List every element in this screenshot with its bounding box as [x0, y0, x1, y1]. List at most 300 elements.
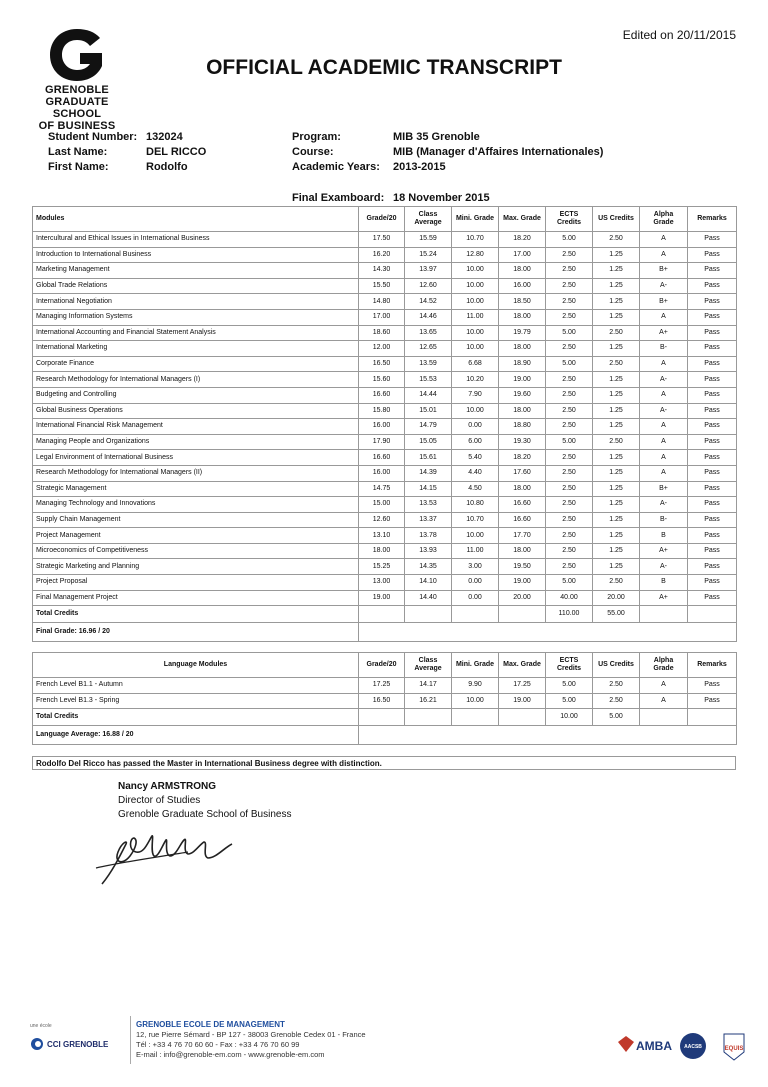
modules-cell: A+: [640, 543, 688, 559]
modules-cell: 1.25: [593, 341, 640, 357]
modules-header-row: [33, 207, 737, 232]
modules-cell: 14.52: [405, 294, 452, 310]
modules-cell: 2.50: [593, 356, 640, 372]
language-cell: 10.00: [452, 693, 499, 709]
modules-cell: 20.00: [499, 590, 546, 606]
modules-cell: 14.35: [405, 559, 452, 575]
last-name: DEL RICCO: [146, 146, 207, 158]
signatory-role: Director of Studies: [118, 795, 201, 806]
final-grade: Final Grade: 16.96 / 20: [33, 623, 359, 642]
modules-cell: Pass: [688, 325, 737, 341]
modules-cell: A-: [640, 497, 688, 513]
modules-cell: 14.40: [405, 590, 452, 606]
modules-cell: 1.25: [593, 294, 640, 310]
modules-cell: 18.00: [499, 309, 546, 325]
modules-cell: Pass: [688, 232, 737, 248]
modules-cell: Pass: [688, 309, 737, 325]
language-header-cell: Language Modules: [33, 653, 359, 678]
logo-line-1: GRENOBLE: [45, 84, 109, 96]
modules-cell: 17.70: [499, 528, 546, 544]
modules-cell: 13.53: [405, 497, 452, 513]
modules-cell: 2.50: [546, 419, 593, 435]
final-examboard-label: Final Examboard:: [292, 192, 385, 204]
modules-cell: 16.20: [359, 247, 405, 263]
footer-address: 12, rue Pierre Sémard - BP 127 - 38003 Grenoble Cedex 01 - France: [136, 1030, 366, 1039]
language-total-row: [33, 709, 737, 726]
language-cell: French Level B1.1 - Autumn: [33, 678, 359, 694]
modules-cell: B+: [640, 294, 688, 310]
modules-cell: B+: [640, 481, 688, 497]
modules-header-cell: Class Average: [405, 207, 452, 232]
modules-row: [33, 528, 737, 544]
modules-cell: International Negotiation: [33, 294, 359, 310]
modules-cell: Pass: [688, 356, 737, 372]
modules-cell: 13.65: [405, 325, 452, 341]
first-name-label: First Name:: [48, 161, 109, 173]
modules-cell: 18.00: [499, 543, 546, 559]
modules-cell: 10.00: [452, 341, 499, 357]
modules-cell: Pass: [688, 481, 737, 497]
modules-cell: 18.90: [499, 356, 546, 372]
modules-cell: 15.60: [359, 372, 405, 388]
modules-cell: 13.37: [405, 512, 452, 528]
modules-cell: A: [640, 309, 688, 325]
language-cell: 17.25: [499, 678, 546, 694]
modules-row: [33, 341, 737, 357]
modules-cell: 18.50: [499, 294, 546, 310]
modules-total-row: [33, 606, 737, 623]
modules-cell: 14.15: [405, 481, 452, 497]
modules-cell: 20.00: [593, 590, 640, 606]
modules-cell: Strategic Marketing and Planning: [33, 559, 359, 575]
cci-icon: [30, 1037, 44, 1051]
modules-cell: Pass: [688, 403, 737, 419]
modules-cell: Microeconomics of Competitiveness: [33, 543, 359, 559]
page-title: OFFICIAL ACADEMIC TRANSCRIPT: [206, 56, 562, 79]
modules-cell: Pass: [688, 387, 737, 403]
language-average-row: [33, 726, 737, 745]
modules-cell: 17.60: [499, 465, 546, 481]
language-header-cell: Max. Grade: [499, 653, 546, 678]
modules-cell: 19.50: [499, 559, 546, 575]
language-cell: 14.17: [405, 678, 452, 694]
modules-cell: 16.60: [499, 512, 546, 528]
modules-cell: 1.25: [593, 559, 640, 575]
language-header-cell: Remarks: [688, 653, 737, 678]
empty-cell: [359, 623, 737, 642]
modules-cell: Pass: [688, 465, 737, 481]
modules-cell: 5.40: [452, 450, 499, 466]
modules-cell: 18.00: [499, 263, 546, 279]
modules-cell: A-: [640, 559, 688, 575]
modules-cell: 18.00: [499, 403, 546, 419]
modules-cell: A: [640, 450, 688, 466]
language-row: [33, 693, 737, 709]
modules-cell: 10.00: [452, 263, 499, 279]
modules-cell: A: [640, 434, 688, 450]
modules-cell: A: [640, 387, 688, 403]
modules-cell: 13.97: [405, 263, 452, 279]
empty-cell: [359, 709, 405, 726]
modules-cell: 15.05: [405, 434, 452, 450]
modules-row: [33, 309, 737, 325]
modules-cell: 17.90: [359, 434, 405, 450]
modules-cell: 2.50: [546, 387, 593, 403]
modules-row: [33, 294, 737, 310]
modules-cell: 2.50: [546, 403, 593, 419]
modules-cell: 1.25: [593, 278, 640, 294]
modules-cell: 19.60: [499, 387, 546, 403]
modules-cell: B-: [640, 512, 688, 528]
modules-cell: A+: [640, 590, 688, 606]
modules-cell: Supply Chain Management: [33, 512, 359, 528]
modules-cell: Pass: [688, 263, 737, 279]
empty-cell: [405, 606, 452, 623]
modules-row: [33, 497, 737, 513]
logo-line-2: GRADUATE SCHOOL: [45, 96, 109, 120]
signatory-organization: Grenoble Graduate School of Business: [118, 809, 292, 820]
modules-cell: A: [640, 356, 688, 372]
footer-address-block: [136, 1020, 366, 1060]
cci-label: CCI GRENOBLE: [47, 1039, 109, 1049]
total-ects-credits: 110.00: [546, 606, 593, 623]
modules-cell: 0.00: [452, 419, 499, 435]
modules-cell: 40.00: [546, 590, 593, 606]
modules-cell: 1.25: [593, 497, 640, 513]
language-cell: French Level B1.3 - Spring: [33, 693, 359, 709]
modules-cell: 17.00: [359, 309, 405, 325]
modules-cell: 6.00: [452, 434, 499, 450]
modules-row: [33, 590, 737, 606]
modules-cell: Pass: [688, 497, 737, 513]
modules-cell: Pass: [688, 450, 737, 466]
modules-cell: 5.00: [546, 325, 593, 341]
modules-cell: Pass: [688, 341, 737, 357]
modules-cell: 2.50: [546, 278, 593, 294]
modules-cell: 18.80: [499, 419, 546, 435]
language-header-cell: Class Average: [405, 653, 452, 678]
modules-cell: 16.60: [359, 387, 405, 403]
modules-cell: Managing Information Systems: [33, 309, 359, 325]
language-header-cell: Alpha Grade: [640, 653, 688, 678]
modules-cell: Managing Technology and Innovations: [33, 497, 359, 513]
cci-logo: [30, 1023, 130, 1051]
footer-divider: [130, 1016, 131, 1064]
conclusion-statement: Rodolfo Del Ricco has passed the Master in International Business degree with distinction.: [32, 756, 736, 770]
modules-row: [33, 403, 737, 419]
modules-cell: B-: [640, 341, 688, 357]
modules-cell: 15.25: [359, 559, 405, 575]
last-name-label: Last Name:: [48, 146, 108, 158]
modules-row: [33, 325, 737, 341]
total-credits-label: Total Credits: [33, 709, 359, 726]
empty-cell: [359, 606, 405, 623]
modules-cell: 19.79: [499, 325, 546, 341]
modules-cell: 15.61: [405, 450, 452, 466]
language-header-row: [33, 653, 737, 678]
modules-cell: 1.25: [593, 403, 640, 419]
modules-cell: Pass: [688, 372, 737, 388]
modules-cell: 13.00: [359, 575, 405, 591]
modules-cell: 16.00: [359, 465, 405, 481]
modules-cell: 1.25: [593, 481, 640, 497]
modules-cell: 1.25: [593, 387, 640, 403]
modules-cell: 19.00: [499, 372, 546, 388]
modules-cell: 4.50: [452, 481, 499, 497]
modules-cell: 14.46: [405, 309, 452, 325]
language-cell: 16.21: [405, 693, 452, 709]
modules-cell: 2.50: [546, 294, 593, 310]
modules-cell: 2.50: [546, 481, 593, 497]
modules-cell: Managing People and Organizations: [33, 434, 359, 450]
modules-cell: 2.50: [546, 512, 593, 528]
modules-row: [33, 512, 737, 528]
footer-small-label: une école: [30, 1023, 52, 1029]
modules-cell: 16.60: [499, 497, 546, 513]
modules-cell: Project Proposal: [33, 575, 359, 591]
modules-cell: 10.70: [452, 232, 499, 248]
program-label: Program:: [292, 131, 341, 143]
modules-cell: 12.60: [359, 512, 405, 528]
modules-cell: 10.00: [452, 403, 499, 419]
academic-years-label: Academic Years:: [292, 161, 380, 173]
modules-row: [33, 278, 737, 294]
modules-cell: 10.00: [452, 528, 499, 544]
modules-cell: 12.60: [405, 278, 452, 294]
modules-cell: 18.60: [359, 325, 405, 341]
modules-cell: 1.25: [593, 372, 640, 388]
modules-cell: Research Methodology for International Managers (II): [33, 465, 359, 481]
modules-cell: 2.50: [593, 575, 640, 591]
modules-cell: 13.78: [405, 528, 452, 544]
modules-row: [33, 247, 737, 263]
modules-cell: 10.80: [452, 497, 499, 513]
modules-cell: 18.20: [499, 232, 546, 248]
modules-cell: 2.50: [546, 247, 593, 263]
modules-cell: 15.80: [359, 403, 405, 419]
modules-cell: 13.10: [359, 528, 405, 544]
modules-cell: Intercultural and Ethical Issues in International Business: [33, 232, 359, 248]
modules-cell: 16.00: [359, 419, 405, 435]
language-cell: 5.00: [546, 693, 593, 709]
modules-cell: 1.25: [593, 528, 640, 544]
modules-cell: 12.80: [452, 247, 499, 263]
modules-cell: 11.00: [452, 543, 499, 559]
language-modules-table: [32, 652, 737, 745]
modules-cell: 17.00: [499, 247, 546, 263]
modules-cell: 5.00: [546, 232, 593, 248]
language-header-cell: Grade/20: [359, 653, 405, 678]
modules-cell: Introduction to International Business: [33, 247, 359, 263]
modules-cell: A-: [640, 278, 688, 294]
course-label: Course:: [292, 146, 334, 158]
footer-school-name: GRENOBLE ECOLE DE MANAGEMENT: [136, 1020, 285, 1029]
modules-cell: 3.00: [452, 559, 499, 575]
total-us-credits: 5.00: [593, 709, 640, 726]
modules-cell: 1.25: [593, 450, 640, 466]
modules-header-cell: Mini. Grade: [452, 207, 499, 232]
modules-cell: 10.00: [452, 278, 499, 294]
signatory-name: Nancy ARMSTRONG: [118, 781, 216, 792]
empty-cell: [640, 606, 688, 623]
modules-cell: 19.00: [499, 575, 546, 591]
modules-cell: 16.60: [359, 450, 405, 466]
modules-cell: 14.80: [359, 294, 405, 310]
modules-cell: Pass: [688, 528, 737, 544]
final-grade-row: [33, 623, 737, 642]
modules-cell: 2.50: [546, 309, 593, 325]
modules-cell: 1.25: [593, 309, 640, 325]
modules-cell: 1.25: [593, 247, 640, 263]
modules-cell: 19.30: [499, 434, 546, 450]
modules-row: [33, 465, 737, 481]
modules-cell: 2.50: [546, 450, 593, 466]
modules-row: [33, 575, 737, 591]
total-us-credits: 55.00: [593, 606, 640, 623]
modules-cell: 2.50: [593, 325, 640, 341]
modules-cell: Pass: [688, 419, 737, 435]
modules-row: [33, 419, 737, 435]
modules-cell: 2.50: [546, 528, 593, 544]
amba-icon: [618, 1036, 634, 1052]
footer-email: E-mail : info@grenoble-em.com - www.grenoble-em.com: [136, 1050, 325, 1059]
modules-cell: 11.00: [452, 309, 499, 325]
empty-cell: [640, 709, 688, 726]
language-cell: Pass: [688, 693, 737, 709]
modules-cell: 2.50: [546, 341, 593, 357]
modules-cell: 14.39: [405, 465, 452, 481]
modules-row: [33, 232, 737, 248]
modules-cell: 10.00: [452, 294, 499, 310]
modules-cell: 18.00: [359, 543, 405, 559]
language-header-cell: ECTS Credits: [546, 653, 593, 678]
modules-cell: 14.44: [405, 387, 452, 403]
modules-cell: Global Trade Relations: [33, 278, 359, 294]
modules-cell: 14.75: [359, 481, 405, 497]
modules-cell: Pass: [688, 559, 737, 575]
modules-row: [33, 263, 737, 279]
modules-cell: 15.24: [405, 247, 452, 263]
empty-cell: [452, 709, 499, 726]
modules-cell: 19.00: [359, 590, 405, 606]
modules-cell: 1.25: [593, 263, 640, 279]
modules-header-cell: Max. Grade: [499, 207, 546, 232]
program: MIB 35 Grenoble: [393, 131, 480, 143]
equis-label: EQUIS: [724, 1046, 744, 1052]
modules-cell: Pass: [688, 247, 737, 263]
modules-row: [33, 387, 737, 403]
final-examboard: 18 November 2015: [393, 192, 490, 204]
edited-date: Edited on 20/11/2015: [622, 28, 736, 42]
footer-phone: Tél : +33 4 76 70 60 60 - Fax : +33 4 76 70 60 99: [136, 1040, 300, 1049]
modules-header-cell: US Credits: [593, 207, 640, 232]
modules-header-cell: Remarks: [688, 207, 737, 232]
signature-image: [92, 822, 252, 892]
language-header-cell: US Credits: [593, 653, 640, 678]
modules-header-cell: Alpha Grade: [640, 207, 688, 232]
language-cell: 19.00: [499, 693, 546, 709]
modules-cell: 15.53: [405, 372, 452, 388]
modules-cell: Final Management Project: [33, 590, 359, 606]
modules-cell: Pass: [688, 278, 737, 294]
modules-row: [33, 372, 737, 388]
empty-cell: [405, 709, 452, 726]
modules-cell: 0.00: [452, 590, 499, 606]
modules-row: [33, 434, 737, 450]
modules-cell: 18.00: [499, 481, 546, 497]
modules-header-cell: Modules: [33, 207, 359, 232]
language-cell: 2.50: [593, 678, 640, 694]
language-average: Language Average: 16.88 / 20: [33, 726, 359, 745]
modules-cell: 10.00: [452, 325, 499, 341]
modules-cell: 10.20: [452, 372, 499, 388]
modules-cell: 15.59: [405, 232, 452, 248]
modules-row: [33, 559, 737, 575]
modules-cell: 15.50: [359, 278, 405, 294]
modules-cell: Research Methodology for International Managers (I): [33, 372, 359, 388]
modules-row: [33, 356, 737, 372]
modules-cell: 16.50: [359, 356, 405, 372]
language-cell: A: [640, 678, 688, 694]
modules-cell: Pass: [688, 294, 737, 310]
accreditation-logos: [612, 1022, 752, 1070]
aacsb-label: AACSB: [684, 1044, 702, 1050]
modules-cell: 10.70: [452, 512, 499, 528]
modules-table: [32, 206, 737, 642]
modules-cell: 14.79: [405, 419, 452, 435]
empty-cell: [452, 606, 499, 623]
language-cell: 5.00: [546, 678, 593, 694]
student-number: 132024: [146, 131, 183, 143]
academic-years: 2013-2015: [393, 161, 446, 173]
modules-cell: 18.20: [499, 450, 546, 466]
modules-cell: International Accounting and Financial Statement Analysis: [33, 325, 359, 341]
modules-cell: 17.50: [359, 232, 405, 248]
modules-cell: 1.25: [593, 419, 640, 435]
modules-cell: Pass: [688, 590, 737, 606]
language-header-cell: Mini. Grade: [452, 653, 499, 678]
modules-cell: Pass: [688, 543, 737, 559]
language-cell: 2.50: [593, 693, 640, 709]
modules-cell: 2.50: [546, 559, 593, 575]
empty-cell: [499, 709, 546, 726]
modules-header-cell: Grade/20: [359, 207, 405, 232]
modules-cell: International Financial Risk Management: [33, 419, 359, 435]
modules-cell: A: [640, 419, 688, 435]
empty-cell: [499, 606, 546, 623]
modules-cell: A: [640, 247, 688, 263]
modules-cell: 15.01: [405, 403, 452, 419]
total-credits-label: Total Credits: [33, 606, 359, 623]
modules-cell: B: [640, 528, 688, 544]
language-cell: 9.90: [452, 678, 499, 694]
modules-cell: A-: [640, 403, 688, 419]
modules-cell: B+: [640, 263, 688, 279]
modules-row: [33, 450, 737, 466]
modules-cell: 18.00: [499, 341, 546, 357]
amba-label: AMBA: [636, 1039, 672, 1053]
modules-cell: 16.00: [499, 278, 546, 294]
modules-cell: 2.50: [546, 543, 593, 559]
modules-cell: 2.50: [593, 232, 640, 248]
modules-cell: 5.00: [546, 356, 593, 372]
modules-cell: A: [640, 465, 688, 481]
modules-cell: 15.00: [359, 497, 405, 513]
modules-cell: Budgeting and Controlling: [33, 387, 359, 403]
modules-cell: Marketing Management: [33, 263, 359, 279]
modules-cell: 5.00: [546, 575, 593, 591]
modules-cell: Project Management: [33, 528, 359, 544]
